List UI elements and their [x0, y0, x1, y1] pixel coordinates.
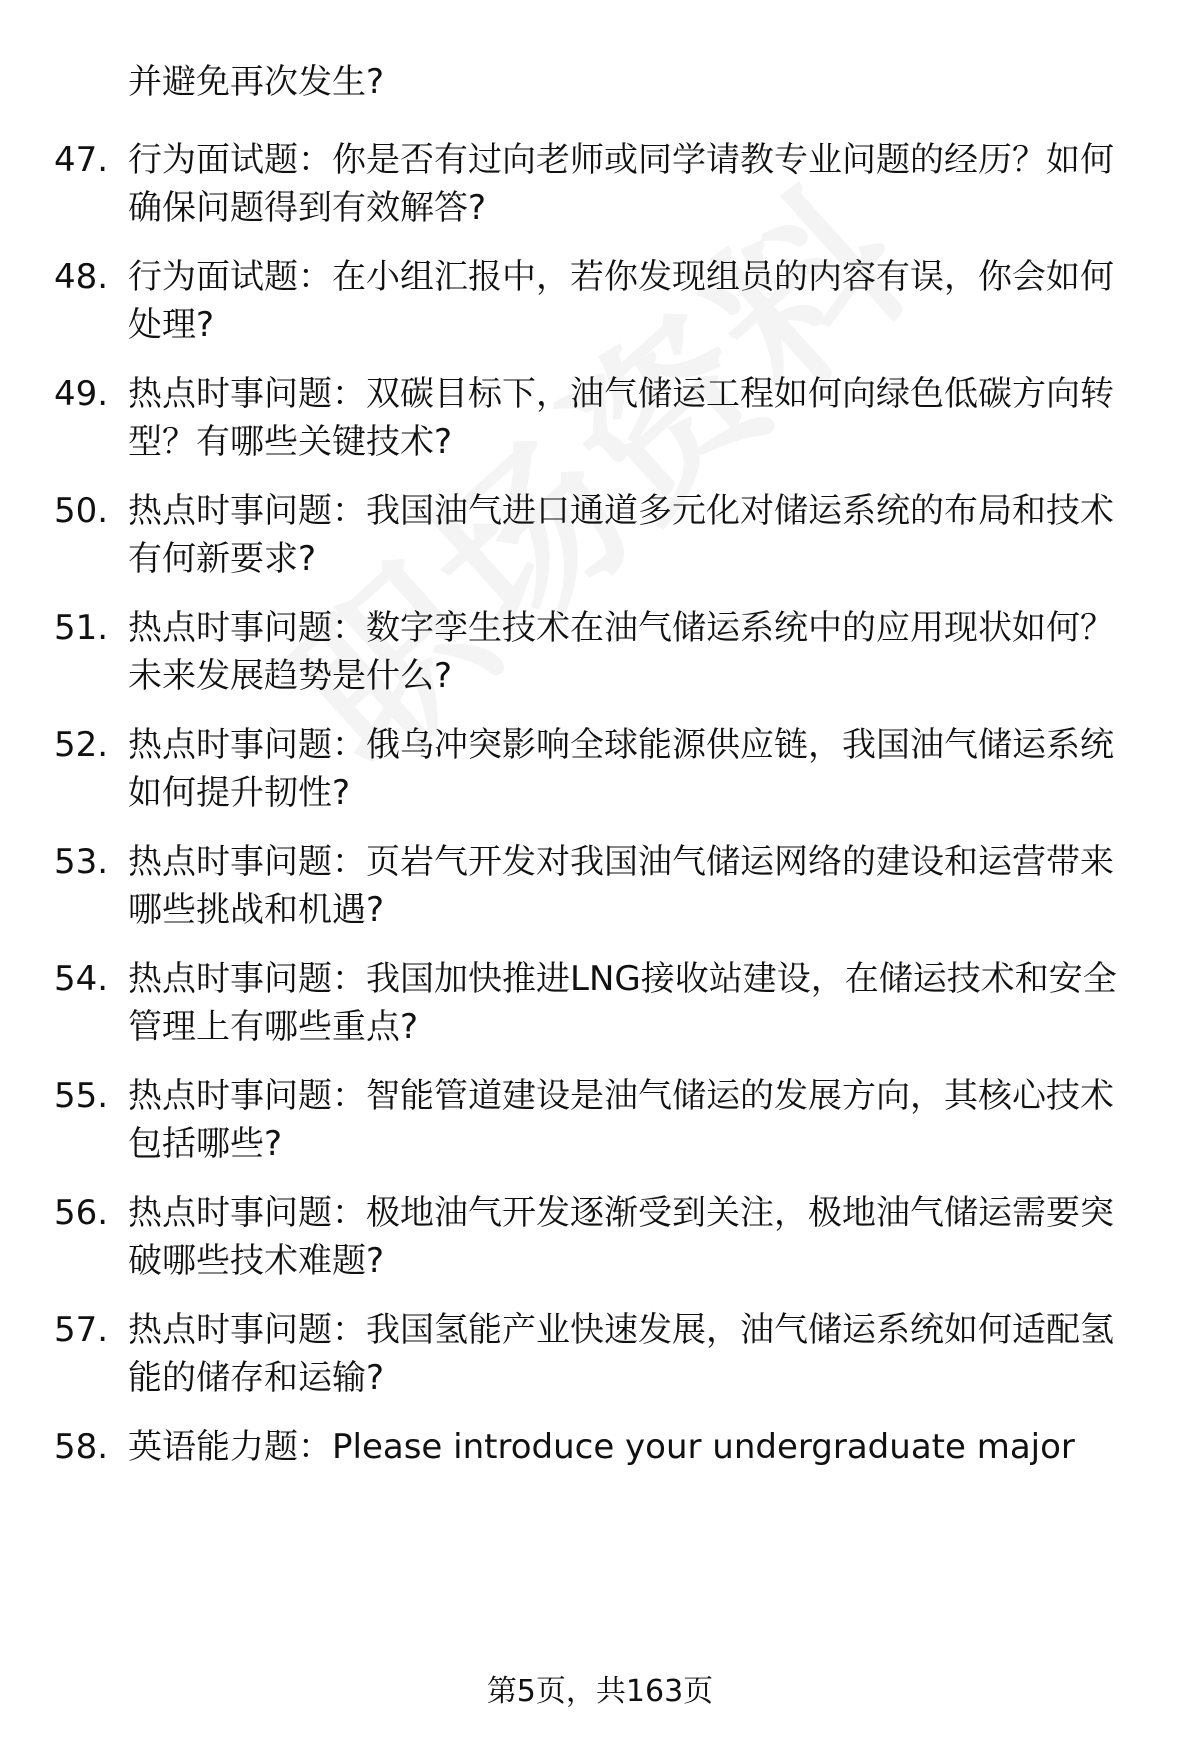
item-number: 58. — [54, 1427, 109, 1467]
item-number: 55. — [54, 1076, 109, 1116]
item-text: 热点时事问题：极地油气开发逐渐受到关注，极地油气储运需要突破哪些技术难题? — [128, 1193, 1114, 1281]
item-number: 53. — [54, 842, 109, 882]
item-number: 49. — [54, 374, 109, 414]
item-text: 热点时事问题：俄乌冲突影响全球能源供应链，我国油气储运系统如何提升韧性? — [128, 725, 1114, 813]
item-text: 英语能力题：Please introduce your undergraduate major — [128, 1427, 1075, 1467]
item-text: 热点时事问题：智能管道建设是油气储运的发展方向，其核心技术包括哪些? — [128, 1076, 1114, 1164]
item-number: 56. — [54, 1193, 109, 1233]
item-number: 57. — [54, 1310, 109, 1350]
continuation-text: 并避免再次发生? — [128, 62, 385, 102]
item-number: 48. — [54, 257, 109, 297]
item-text: 热点时事问题：页岩气开发对我国油气储运网络的建设和运营带来哪些挑战和机遇? — [128, 842, 1114, 930]
item-number: 54. — [54, 959, 109, 999]
item-number: 50. — [54, 491, 109, 531]
item-text: 热点时事问题：我国加快推进LNG接收站建设，在储运技术和安全管理上有哪些重点? — [128, 959, 1117, 1047]
item-number: 51. — [54, 608, 109, 648]
item-text: 热点时事问题：我国氢能产业快速发展，油气储运系统如何适配氢能的储存和运输? — [128, 1310, 1114, 1398]
item-text: 行为面试题：你是否有过向老师或同学请教专业问题的经历？如何确保问题得到有效解答? — [128, 140, 1114, 228]
item-text: 行为面试题：在小组汇报中，若你发现组员的内容有误，你会如何处理? — [128, 257, 1114, 345]
item-text: 热点时事问题：数字孪生技术在油气储运系统中的应用现状如何？未来发展趋势是什么? — [128, 608, 1114, 696]
item-number: 47. — [54, 140, 109, 180]
item-text: 热点时事问题：我国油气进口通道多元化对储运系统的布局和技术有何新要求? — [128, 491, 1114, 579]
page-footer: 第5页，共163页 — [486, 1674, 714, 1709]
item-text: 热点时事问题：双碳目标下，油气储运工程如何向绿色低碳方向转型？有哪些关键技术? — [128, 374, 1114, 462]
item-number: 52. — [54, 725, 109, 765]
